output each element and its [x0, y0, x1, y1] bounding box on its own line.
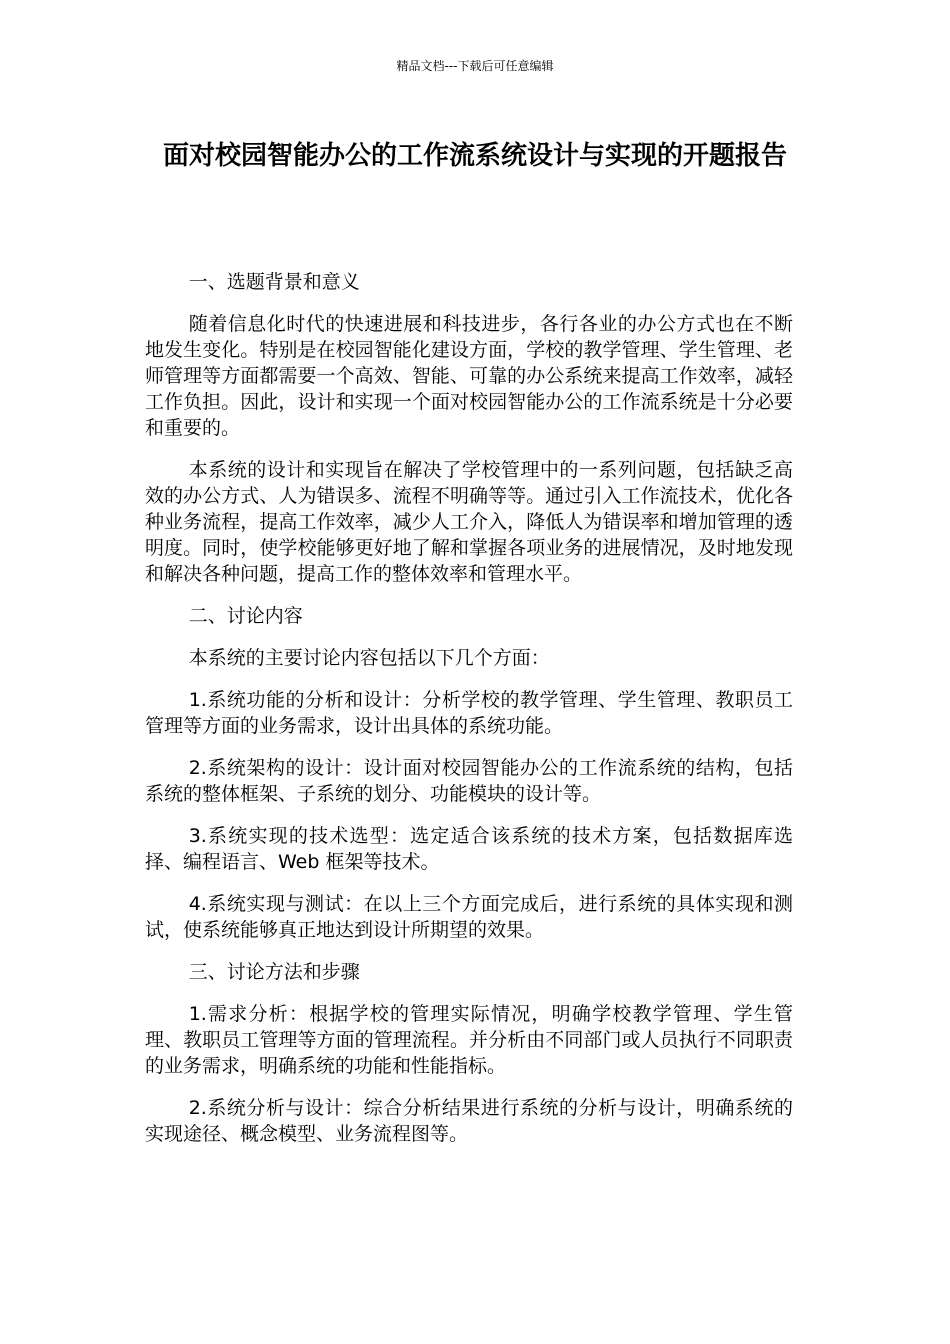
document-title: 面对校园智能办公的工作流系统设计与实现的开题报告: [162, 141, 787, 171]
list-item: 2.系统架构的设计：设计面对校园智能办公的工作流系统的结构，包括系统的整体框架、子系统的划分、功能模块的设计等。: [145, 757, 793, 805]
document-body: [145, 269, 793, 1163]
paragraph: 本系统的设计和实现旨在解决了学校管理中的一系列问题，包括缺乏高效的办公方式、人为错误多、流程不明确等等。通过引入工作流技术，优化各种业务流程，提高工作效率，减少人工介入，降低人为错误率和增加管理的透明度。同时，使学校能够更好地了解和掌握各项业务的进展情况，及时地发现和解决各种问题，提高工作的整体效率和管理水平。: [145, 459, 793, 585]
list-item: 4.系统实现与测试：在以上三个方面完成后，进行系统的具体实现和测试，使系统能够真正地达到设计所期望的效果。: [145, 893, 793, 941]
list-item: 1.需求分析：根据学校的管理实际情况，明确学校教学管理、学生管理、教职员工管理等方面的管理流程。并分析由不同部门或人员执行不同职责的业务需求，明确系统的功能和性能指标。: [145, 1003, 793, 1077]
list-item: 2.系统分析与设计：综合分析结果进行系统的分析与设计，明确系统的实现途径、概念模型、业务流程图等。: [145, 1097, 793, 1145]
page-header: 精品文档---下载后可任意编辑: [396, 59, 554, 73]
list-item: 3.系统实现的技术选型：选定适合该系统的技术方案，包括数据库选择、编程语言、Web 框架等技术。: [145, 825, 793, 873]
section-heading-content: 二、讨论内容: [188, 605, 303, 627]
paragraph: 本系统的主要讨论内容包括以下几个方面：: [188, 647, 550, 669]
section-heading-background: 一、选题背景和意义: [188, 271, 360, 293]
paragraph: 随着信息化时代的快速进展和科技进步，各行各业的办公方式也在不断地发生变化。特别是在校园智能化建设方面，学校的教学管理、学生管理、老师管理等方面都需要一个高效、智能、可靠的办公系统来提高工作效率，减轻工作负担。因此，设计和实现一个面对校园智能办公的工作流系统是十分必要和重要的。: [145, 313, 793, 439]
section-heading-method: 三、讨论方法和步骤: [188, 961, 360, 983]
list-item: 1.系统功能的分析和设计：分析学校的教学管理、学生管理、教职员工管理等方面的业务需求，设计出具体的系统功能。: [145, 689, 793, 737]
